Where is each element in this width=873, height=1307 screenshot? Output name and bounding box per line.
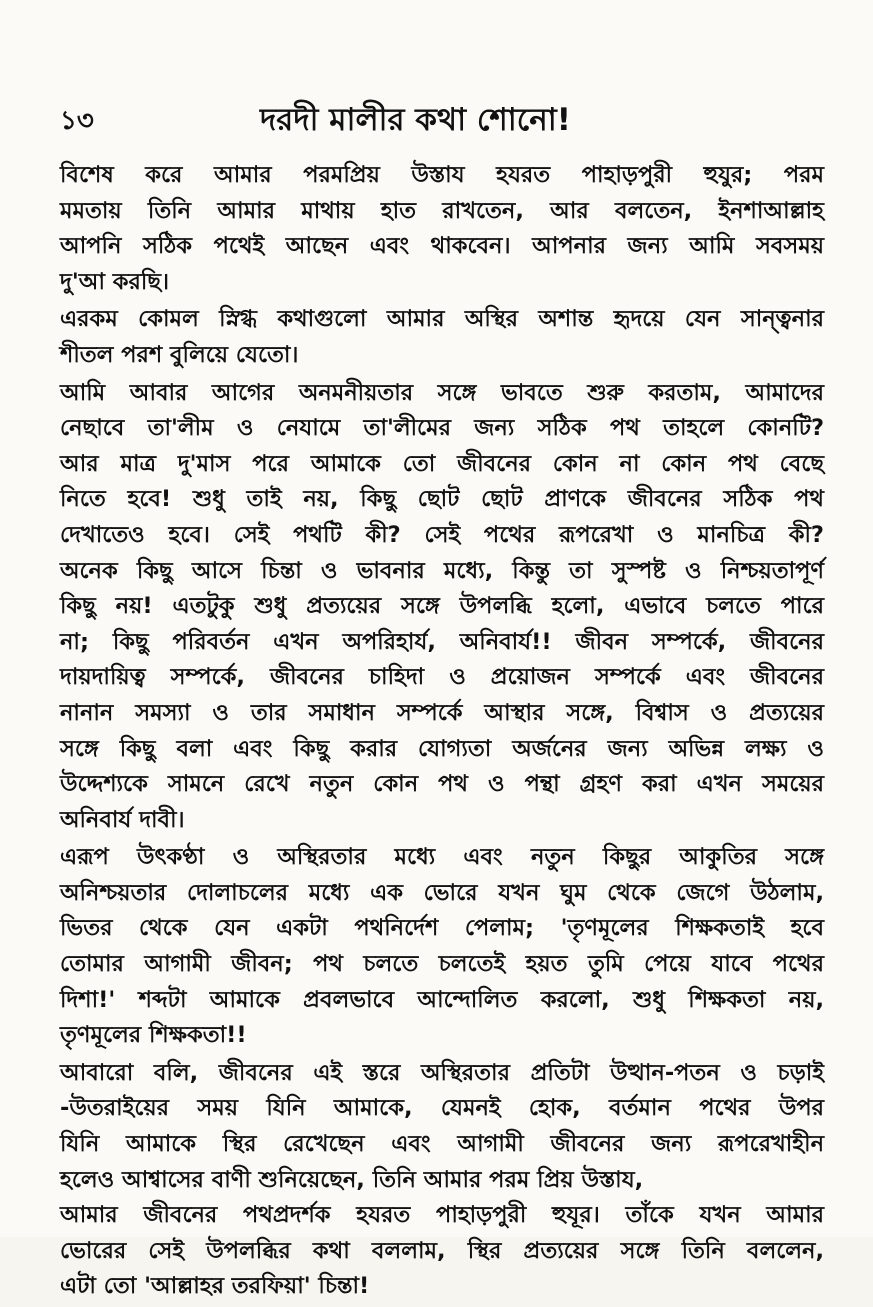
paragraph-4 — [60, 840, 824, 1054]
text-line: শীতল পরশ বুলিয়ে যেতো। — [60, 341, 299, 368]
text-line: ভোরের সেই উপলব্ধির কথা বললাম, স্থির প্রত্যয়ের সঙ্গে তিনি বললেন, — [60, 1237, 824, 1264]
text-line: বিশেষ করে আমার পরমপ্রিয় উস্তায হযরত পাহাড়পুরী হুযুর; পরম — [60, 162, 824, 188]
text-line: এরূপ উৎকণ্ঠা ও অস্থিরতার মধ্যে এবং নতুন কিছুর আকুতির সঙ্গে — [60, 844, 824, 871]
chapter-title: দরদী মালীর কথা শোনো! — [260, 102, 571, 138]
text-line: দু'আ করছি। — [60, 268, 170, 295]
text-line: অনিশ্চয়তার দোলাচলের মধ্যে এক ভোরে যখন ঘুম থেকে জেগে উঠলাম, — [60, 879, 824, 906]
text-line: সঙ্গে কিছু বলা এবং কিছু করার যোগ্যতা অর্জনের জন্য অভিন্ন লক্ষ্য ও — [60, 735, 824, 762]
text-line: দেখাতেও হবে। সেই পথটি কী? সেই পথের রূপরেখা ও মানচিত্র কী? — [60, 521, 824, 548]
text-line: নানান সমস্যা ও তার সমাধান সম্পর্কে আস্থার সঙ্গে, বিশ্বাস ও প্রত্যয়ের — [60, 699, 824, 726]
text-line: হলেও আশ্বাসের বাণী শুনিয়েছেন, তিনি আমার পরম প্রিয় উস্তায, — [60, 1166, 644, 1193]
text-line: নিতে হবে! শুধু তাই নয়, কিছু ছোট ছোট প্রাণকে জীবনের সঠিক পথ — [60, 486, 824, 513]
text-line: না; কিছু পরিবর্তন এখন অপরিহার্য, অনিবার্য!! জীবন সম্পর্কে, জীবনের — [60, 628, 824, 655]
text-line: অনেক কিছু আসে চিন্তা ও ভাবনার মধ্যে, কিন্তু তা সুস্পষ্ট ও নিশ্চয়তাপূর্ণ — [60, 557, 824, 584]
body-text — [60, 158, 824, 1307]
text-line: আপনি সঠিক পথেই আছেন এবং থাকবেন। আপনার জন্য আমি সবসময় — [60, 233, 824, 260]
paragraph-3 — [60, 376, 824, 839]
paragraph-2 — [60, 302, 824, 373]
text-line: এরকম কোমল স্নিগ্ধ কথাগুলো আমার অস্থির অশান্ত হৃদয়ে যেন সান্ত্বনার — [60, 306, 824, 333]
text-line: আর মাত্র দু'মাস পরে আমাকে তো জীবনের কোন না কোন পথ বেছে — [60, 450, 824, 477]
text-line: দায়দায়িত্ব সম্পর্কে, জীবনের চাহিদা ও প্রয়োজন সম্পর্কে এবং জীবনের — [60, 664, 824, 691]
text-line: -উতরাইয়ের সময় যিনি আমাকে, যেমনই হোক, বর্তমান পথের উপর — [60, 1095, 824, 1122]
text-line: ভিতর থেকে যেন একটা পথনির্দেশ পেলাম; 'তৃণমূলের শিক্ষকতাই হবে — [60, 915, 824, 942]
text-line: দিশা!' শব্দটা আমাকে প্রবলভাবে আন্দোলিত করলো, শুধু শিক্ষকতা নয়, — [60, 986, 824, 1013]
text-line: আমি আবার আগের অনমনীয়তার সঙ্গে ভাবতে শুরু করতাম, আমাদের — [60, 379, 824, 406]
paragraph-1 — [60, 158, 824, 300]
text-line: মমতায় তিনি আমার মাথায় হাত রাখতেন, আর বলতেন, ইনশাআল্লাহ — [60, 197, 824, 224]
text-line: এটা তো 'আল্লাহর তরফিয়া' চিন্তা! — [60, 1273, 370, 1300]
text-line: তোমার আগামী জীবন; পথ চলতে চলতেই হয়ত তুমি পেয়ে যাবে পথের — [60, 951, 824, 978]
paragraph-5 — [60, 1056, 824, 1305]
text-line: অনিবার্য দাবী। — [60, 806, 185, 833]
text-line: যিনি আমাকে স্থির রেখেছেন এবং আগামী জীবনের জন্য রূপরেখাহীন — [60, 1131, 824, 1158]
page-header — [60, 96, 813, 144]
text-line: উদ্দেশ্যকে সামনে রেখে নতুন কোন পথ ও পন্থা গ্রহণ করা এখন সময়ের — [60, 771, 824, 798]
text-line: কিছু নয়! এতটুকু শুধু প্রত্যয়ের সঙ্গে উপলব্ধি হলো, এভাবে চলতে পারে — [60, 593, 824, 620]
text-line: আমার জীবনের পথপ্রদর্শক হযরত পাহাড়পুরী হুযূর। তাঁকে যখন আমার — [60, 1202, 824, 1229]
text-line: আবারো বলি, জীবনের এই স্তরে অস্থিরতার প্রতিটা উত্থান-পতন ও চড়াই — [60, 1059, 824, 1086]
text-line: নেছাবে তা'লীম ও নেযামে তা'লীমের জন্য সঠিক পথ তাহলে কোনটি? — [60, 415, 824, 442]
text-line: তৃণমূলের শিক্ষকতা!! — [60, 1022, 247, 1049]
page-number: ১৩ — [60, 106, 94, 136]
